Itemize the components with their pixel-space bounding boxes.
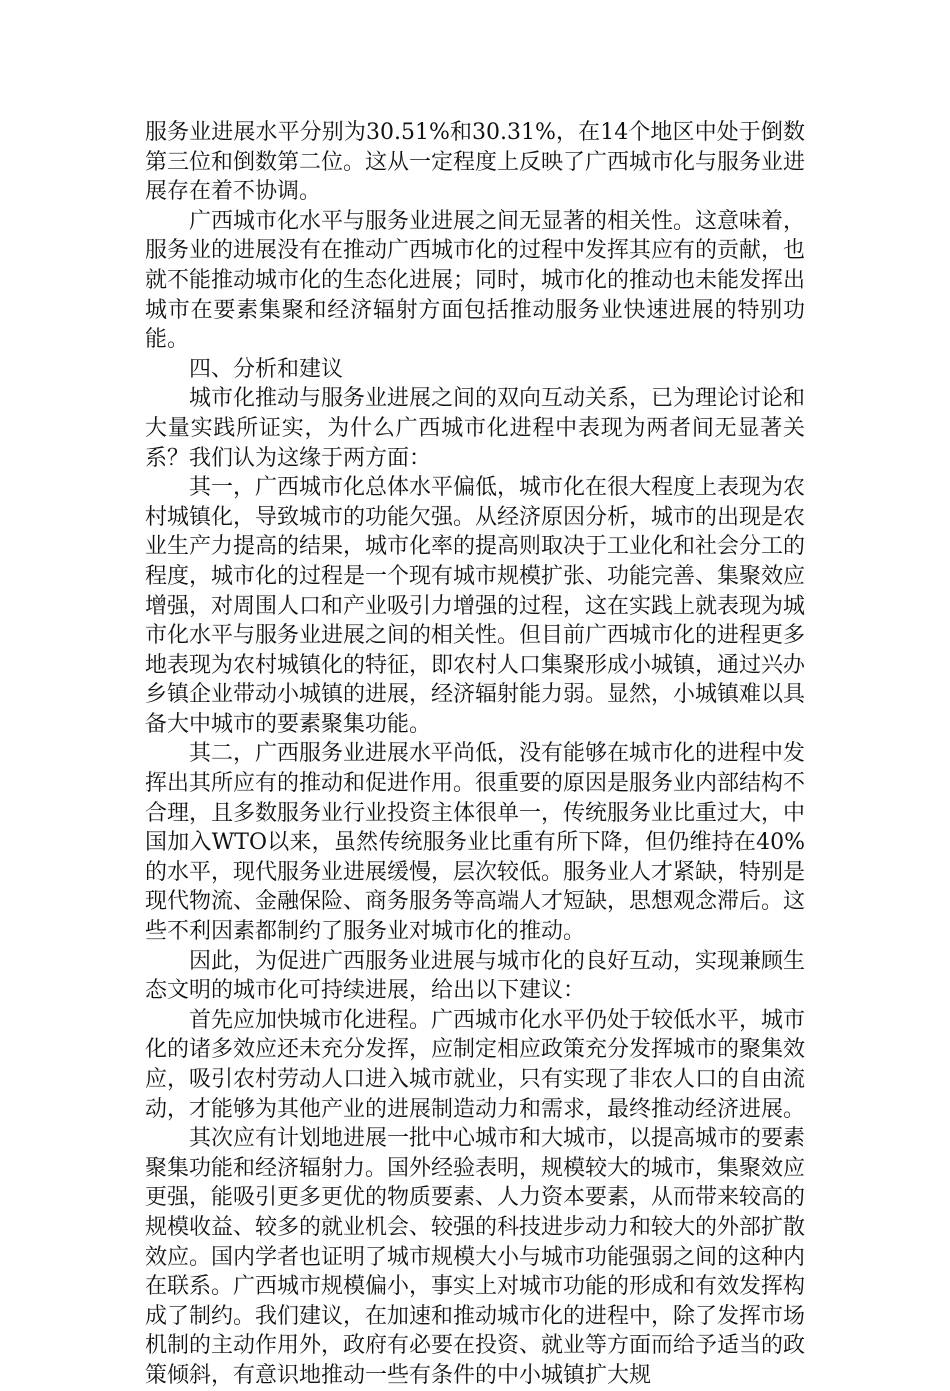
paragraph-recommendation-one: 首先应加快城市化进程。广西城市化水平仍处于较低水平，城市化的诸多效应还未充分发挥，应制定相应政策充分发挥城市的聚集效应，吸引农村劳动人口进入城市就业，只有实现了非农人口的自由流动，才能够为其他产业的进展制造动力和需求，最终推动经济进展。 <box>145 1007 806 1122</box>
paragraph-correlation: 广西城市化水平与服务业进展之间无显著的相关性。这意味着，服务业的进展没有在推动广西城市化的过程中发挥其应有的贡献，也就不能推动城市化的生态化进展；同时，城市化的推动也未能发挥出城市在要素集聚和经济辐射方面包括推动服务业快速进展的特别功能。 <box>145 208 806 353</box>
paragraph-continuation: 服务业进展水平分别为30.51%和30.31%，在14个地区中处于倒数第三位和倒数第二位。这从一定程度上反映了广西城市化与服务业进展存在着不协调。 <box>145 120 806 205</box>
paragraph-intro: 城市化推动与服务业进展之间的双向互动关系，已为理论讨论和大量实践所证实，为什么广西城市化进程中表现为两者间无显著关系？我们认为这缘于两方面： <box>145 386 806 471</box>
paragraph-recommendation-intro: 因此，为促进广西服务业进展与城市化的良好互动，实现兼顾生态文明的城市化可持续进展，给出以下建议： <box>145 948 806 1004</box>
section-heading-analysis: 四、分析和建议 <box>189 356 344 382</box>
paragraph-reason-two: 其二，广西服务业进展水平尚低，没有能够在城市化的进程中发挥出其所应有的推动和促进作用。很重要的原因是服务业内部结构不合理，且多数服务业行业投资主体很单一，传统服务业比重过大，中国加入WTO以来，虽然传统服务业比重有所下降，但仍维持在40%的水平，现代服务业进展缓慢，层次较低。服务业人才紧缺，特别是现代物流、金融保险、商务服务等高端人才短缺，思想观念滞后。这些不利因素都制约了服务业对城市化的推动。 <box>145 741 806 945</box>
document-body <box>145 118 805 1391</box>
paragraph-recommendation-two: 其次应有计划地进展一批中心城市和大城市，以提高城市的要素聚集功能和经济辐射力。国外经验表明，规模较大的城市，集聚效应更强，能吸引更多更优的物质要素、人力资本要素，从而带来较高的规模收益、较多的就业机会、较强的科技进步动力和较大的外部扩散效应。国内学者也证明了城市规模大小与城市功能强弱之间的这种内在联系。广西城市规模偏小，事实上对城市功能的形成和有效发挥构成了制约。我们建议，在加速和推动城市化的进程中，除了发挥市场机制的主动作用外，政府有必要在投资、就业等方面而给予适当的政策倾斜，有意识地推动一些有条件的中小城镇扩大规 <box>145 1126 806 1388</box>
paragraph-reason-one: 其一，广西城市化总体水平偏低，城市化在很大程度上表现为农村城镇化，导致城市的功能欠强。从经济原因分析，城市的出现是农业生产力提高的结果，城市化率的提高则取决于工业化和社会分工的程度，城市化的过程是一个现有城市规模扩张、功能完善、集聚效应增强，对周围人口和产业吸引力增强的过程，这在实践上就表现为城市化水平与服务业进展之间的相关性。但目前广西城市化的进程更多地表现为农村城镇化的特征，即农村人口集聚形成小城镇，通过兴办乡镇企业带动小城镇的进展，经济辐射能力弱。显然，小城镇难以具备大中城市的要素聚集功能。 <box>145 475 806 737</box>
